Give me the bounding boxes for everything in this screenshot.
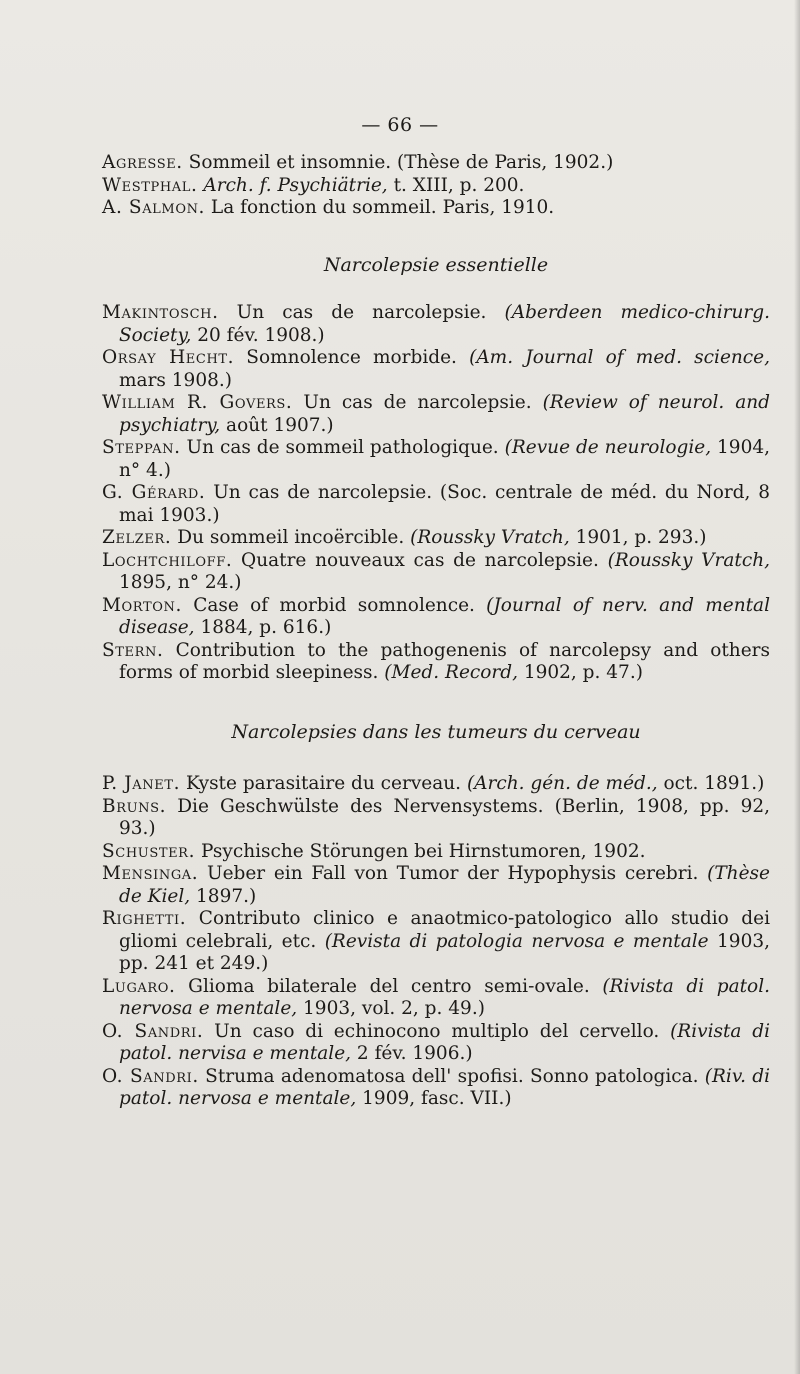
entry-source-title: (Riv. di patol. nervosa e mentale, — [119, 1065, 770, 1109]
entry-text: oct. 1891.) — [657, 773, 765, 794]
entry-text: 1903, vol. 2, p. 49.) — [297, 998, 485, 1019]
entry-text: Un cas de narcolepsie. (Soc. centrale de méd. du Nord, 8 mai 1903.) — [119, 482, 770, 526]
entry-source-title: (Rivista di patol. nervisa e mentale, — [119, 1020, 770, 1064]
bibliography-section-general — [102, 152, 770, 220]
section-heading-tumeurs-du-cerveau: Narcolepsies dans les tumeurs du cerveau — [231, 720, 641, 743]
entry-author: O. Sandri. — [102, 1065, 199, 1087]
entry-text: mars 1908.) — [119, 369, 232, 391]
entry-source-title: (Thèse de Kiel, — [119, 863, 770, 907]
entry-text: 1897.) — [190, 885, 257, 907]
bibliography-entry — [102, 640, 770, 685]
entry-source-title: (Journal of nerv. and mental disease, — [119, 594, 770, 638]
entry-text: 1884, p. 616.) — [194, 617, 332, 638]
entry-text: La fonction du sommeil. Paris, 1910. — [205, 197, 555, 218]
entry-text: Die Geschwülste des Nervensystems. (Berlin, 1908, pp. 92, 93.) — [119, 795, 770, 839]
bibliography-entry — [102, 908, 770, 976]
bibliography-entry — [102, 482, 770, 527]
entry-source-title: (Aberdeen medico-chirurg. Society, — [119, 302, 771, 346]
entry-author: P. Janet. — [102, 773, 181, 794]
entry-text: Un caso di echinocono multiplo del cervello. — [203, 1020, 671, 1042]
entry-text: Du sommeil incoërcible. — [171, 527, 411, 548]
entry-text: 1901, p. 293.) — [569, 527, 707, 548]
entry-text: Case of morbid somnolence. — [181, 594, 487, 616]
bibliography-entry — [102, 550, 770, 595]
entry-author: Stern. — [102, 639, 164, 661]
bibliography-entry — [102, 796, 770, 841]
bibliography-entry — [102, 773, 770, 796]
bibliography-entry — [102, 1066, 770, 1111]
entry-text: Psychische Störungen bei Hirnstumoren, 1902. — [195, 840, 646, 862]
entry-text: 20 fév. 1908.) — [191, 324, 325, 346]
page-number: — 66 — — [361, 114, 439, 136]
entry-text: 1903, pp. 241 et 249.) — [119, 930, 770, 974]
entry-source-title: (Med. Record, — [384, 662, 518, 683]
entry-text: Somnolence morbide. — [234, 347, 470, 368]
bibliography-entry — [102, 863, 770, 908]
entry-author: Morton. — [102, 594, 182, 616]
entry-source-title: (Am. Journal of med. science, — [469, 347, 770, 368]
bibliography-entry — [102, 1021, 770, 1066]
entry-source-title: (Revista di patologia nervosa e mentale — [324, 930, 709, 952]
bibliography-entry — [102, 197, 770, 220]
entry-text: Kyste parasitaire du cerveau. — [180, 773, 467, 794]
entry-author: Steppan. — [102, 437, 181, 458]
bibliography-entry — [102, 976, 770, 1021]
bibliography-entry — [102, 527, 770, 550]
entry-text: 1909, fasc. VII.) — [356, 1088, 512, 1109]
entry-text: Un cas de narcolepsie. — [218, 302, 505, 323]
entry-text: Contributo clinico e anaotmico-patologico allo studio dei gliomi celebrali, etc. — [119, 908, 770, 952]
entry-author: Westphal. — [102, 174, 198, 196]
entry-text: 1902, p. 47.) — [517, 662, 643, 683]
entry-source-title: (Arch. gén. de méd., — [466, 773, 658, 794]
bibliography-section-tumeurs — [102, 773, 770, 1111]
entry-author: Bruns. — [102, 795, 167, 817]
bibliography — [102, 152, 770, 1111]
section-heading-narcolepsie-essentielle: Narcolepsie essentielle — [323, 253, 549, 276]
bibliography-entry — [102, 595, 770, 640]
entry-text: t. XIII, p. 200. — [387, 174, 525, 196]
entry-author: Schuster. — [102, 840, 196, 862]
bibliography-entry — [102, 302, 770, 347]
entry-text: août 1907.) — [220, 414, 334, 436]
bibliography-entry — [102, 347, 770, 392]
entry-author: Lochtchiloff. — [102, 549, 233, 571]
entry-text: Glioma bilaterale del centro semi-ovale. — [175, 975, 603, 997]
entry-author: Righetti. — [102, 908, 187, 929]
entry-author: Mensinga. — [102, 863, 199, 884]
entry-author: Orsay Hecht. — [102, 347, 235, 368]
entry-author: Zelzer. — [102, 527, 172, 548]
bibliography-entry — [102, 437, 770, 482]
entry-source-title: (Revue de neurologie, — [504, 437, 712, 458]
bibliography-entry — [102, 392, 770, 437]
entry-author: O. Sandri. — [102, 1020, 204, 1042]
entry-author: A. Salmon. — [102, 197, 206, 218]
scan-edge-shadow — [794, 0, 800, 1374]
entry-text: 2 fév. 1906.) — [351, 1043, 473, 1064]
entry-text: Ueber ein Fall von Tumor der Hypophysis cerebri. — [198, 863, 708, 884]
entry-text: Un cas de narcolepsie. — [292, 392, 543, 413]
entry-author: Lugaro. — [102, 975, 176, 997]
entry-text: Sommeil et insomnie. (Thèse de Paris, 1902.) — [182, 152, 614, 173]
entry-text: 1904, n° 4.) — [119, 437, 770, 481]
entry-source-title: Arch. f. Psychiätrie, — [203, 174, 388, 196]
entry-text: Quatre nouveaux cas de narcolepsie. — [232, 549, 608, 571]
entry-author: William R. Govers. — [102, 392, 293, 413]
entry-text: Struma adenomatosa dell' spofisi. Sonno patologica. — [198, 1065, 705, 1087]
entry-source-title: (Roussky Vratch, — [607, 549, 770, 571]
bibliography-entry — [102, 841, 770, 864]
bibliography-section-narcolepsie — [102, 302, 770, 685]
entry-source-title: (Review of neurol. and psychiatry, — [119, 392, 770, 436]
entry-author: G. Gérard. — [102, 482, 206, 503]
entry-text: Contribution to the pathogenenis of narcolepsy and others forms of morbid sleepiness. — [119, 639, 770, 683]
entry-source-title: (Roussky Vratch, — [410, 527, 570, 548]
entry-author: Agresse. — [102, 152, 183, 173]
entry-text: Un cas de sommeil pathologique. — [180, 437, 505, 458]
entry-text: 1895, n° 24.) — [119, 572, 242, 593]
bibliography-entry — [102, 152, 770, 175]
bibliography-entry — [102, 175, 770, 198]
entry-author: Makintosch. — [102, 302, 219, 323]
entry-source-title: (Rivista di patol. nervosa e mentale, — [119, 975, 770, 1019]
